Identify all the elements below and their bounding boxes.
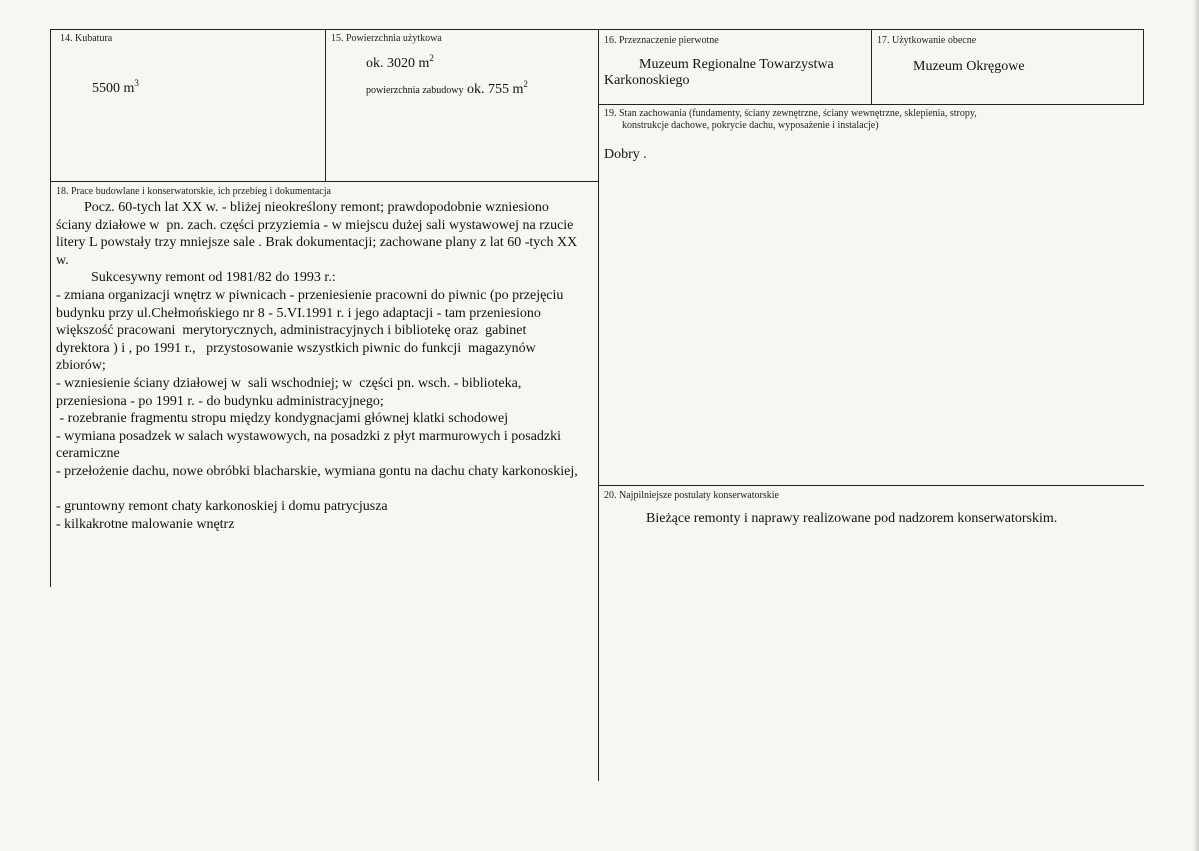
field-19-label-line2: konstrukcje dachowe, pokrycie dachu, wyposażenie i instalacje) xyxy=(622,120,879,131)
field-20-value: Bieżące remonty i naprawy realizowane pod nadzorem konserwatorskim. xyxy=(646,511,1058,526)
field-18-line: - wymiana posadzek w salach wystawowych, na posadzki z płyt marmurowych i posadzki xyxy=(56,428,562,444)
page-edge-shadow xyxy=(1193,0,1199,851)
cubature-unit-exponent: 3 xyxy=(134,78,139,88)
built-area-value: ok. 755 m xyxy=(466,82,524,97)
field-14-label: 14. Kubatura xyxy=(60,33,113,44)
field-18-line: - zmiana organizacji wnętrz w piwnicach - przeniesienie pracowni do piwnic (po przejęciu xyxy=(56,287,564,303)
usable-area-value: ok. 3020 m xyxy=(366,56,430,71)
field-18-label: 18. Prace budowlane i konserwatorskie, ich przebieg i dokumentacja xyxy=(56,186,331,197)
top-border xyxy=(50,29,1144,30)
field-19-label-line1: 19. Stan zachowania (fundamenty, ściany zewnętrzne, ściany wewnętrzne, sklepienia, stropy, xyxy=(604,108,977,119)
usable-area-exponent: 2 xyxy=(429,53,434,63)
field-17-label: 17. Użytkowanie obecne xyxy=(877,35,977,46)
field-15-value xyxy=(366,55,434,72)
field-16-value-line1: Muzeum Regionalne Towarzystwa xyxy=(639,57,834,72)
divider-top-18 xyxy=(50,181,598,182)
field-18-line: Sukcesywny remont od 1981/82 do 1993 r.: xyxy=(56,270,336,286)
field-18-line: ściany działowe w pn. zach. części przyziemia - w miejscu dużej sali wystawowej na rzucie xyxy=(56,217,574,233)
field-18-line: - kilkakrotne malowanie wnętrz xyxy=(56,516,235,532)
built-area-exponent: 2 xyxy=(523,79,528,89)
divider-16-19 xyxy=(598,104,1144,105)
field-15-label: 15. Powierzchnia użytkowa xyxy=(331,33,442,44)
field-18-line: Pocz. 60-tych lat XX w. - bliżej nieokreślony remont; prawdopodobnie wzniesiono xyxy=(56,200,549,215)
field-18-line: - wzniesienie ściany działowej w sali wschodniej; w części pn. wsch. - biblioteka, xyxy=(56,375,522,391)
cubature-value: 5500 m xyxy=(92,81,135,96)
field-16-value-line2: Karkonoskiego xyxy=(604,73,690,88)
field-16-label: 16. Przeznaczenie pierwotne xyxy=(604,35,719,46)
divider-16-17 xyxy=(871,29,872,104)
field-18-line: zbiorów; xyxy=(56,358,106,374)
field-18-line: ceramiczne xyxy=(56,446,120,462)
field-14-value xyxy=(92,80,139,97)
field-18-line: przeniesiona - po 1991 r. - do budynku administracyjnego; xyxy=(56,393,384,409)
divider-19-20 xyxy=(598,485,1144,486)
field-18-line: - przełożenie dachu, nowe obróbki blacharskie, wymiana gontu na dachu chaty karkonoskiej, xyxy=(56,463,578,479)
left-border xyxy=(50,29,51,587)
field-19-value: Dobry . xyxy=(604,147,647,162)
divider-15-16 xyxy=(598,29,599,781)
field-15-built-area xyxy=(366,81,528,99)
right-border-top xyxy=(1143,29,1144,104)
field-18-body xyxy=(56,199,596,533)
field-18-line: dyrektora ) i , po 1991 r., przystosowanie wszystkich piwnic do funkcji magazynów xyxy=(56,340,536,356)
built-area-label: powierzchnia zabudowy xyxy=(366,85,464,96)
field-18-line: w. xyxy=(56,252,69,268)
field-18-line: litery L powstały trzy mniejsze sale . Brak dokumentacji; zachowane plany z lat 60 -tych XX xyxy=(56,235,578,251)
field-20-label: 20. Najpilniejsze postulaty konserwatorskie xyxy=(604,490,779,501)
field-18-line: budynku przy ul.Chełmońskiego nr 8 - 5.VI.1991 r. i jego adaptacji - tam przeniesiono xyxy=(56,305,541,321)
field-17-value: Muzeum Okręgowe xyxy=(913,59,1025,74)
field-18-line: - gruntowny remont chaty karkonoskiej i domu patrycjusza xyxy=(56,499,388,515)
divider-14-15 xyxy=(325,29,326,181)
field-18-line xyxy=(56,481,596,499)
field-18-line: większość pracowani merytorycznych, administracyjnych i bibliotekę oraz gabinet xyxy=(56,323,527,339)
field-18-line: - rozebranie fragmentu stropu między kondygnacjami głównej klatki schodowej xyxy=(56,411,509,427)
